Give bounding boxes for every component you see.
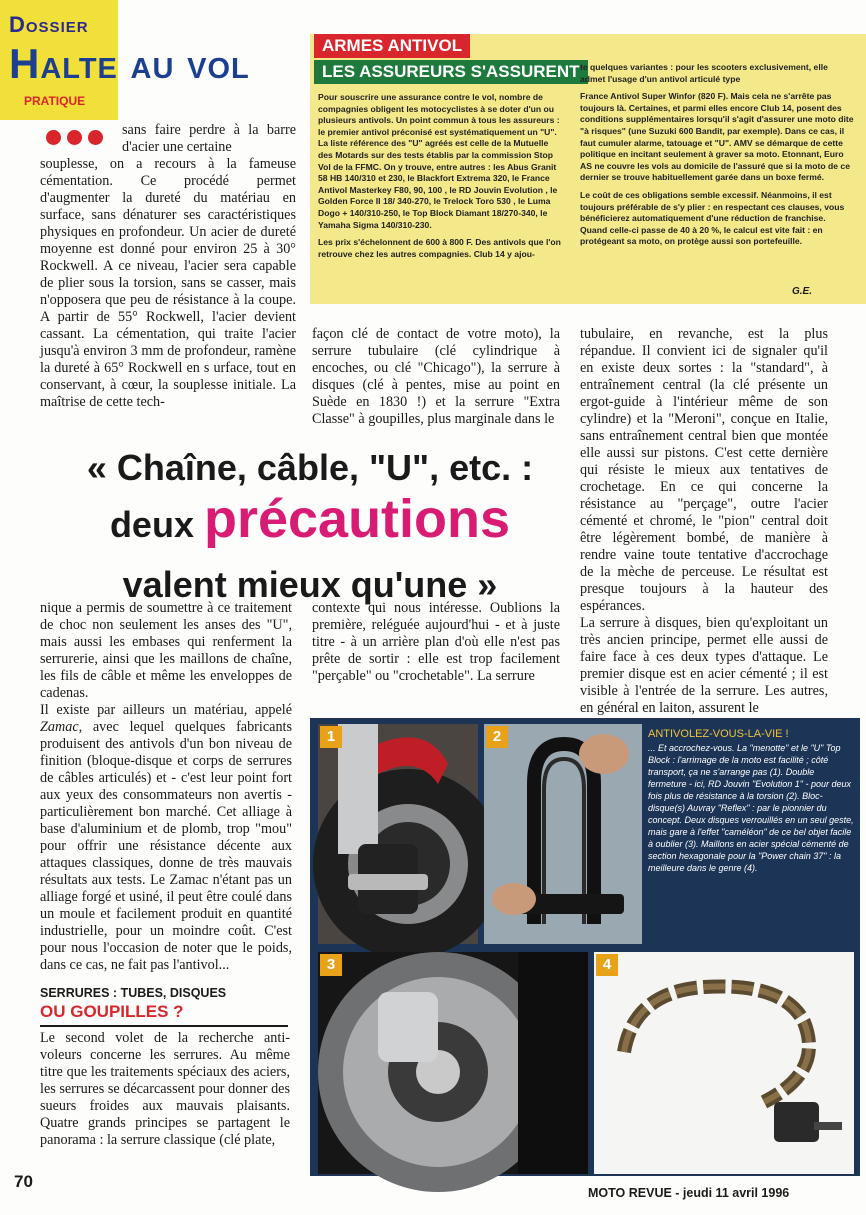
col1-sub-text: Le second volet de la recherche anti-voleurs concerne les serrures. Au même titre que les traitements spéciaux des aciers, les serrures se décarcassent pour donner des sueurs froides aux mauvais plaisants. Quatre grands principes se partagent le panorama : la serrure classique (clé plate,	[40, 1030, 290, 1148]
col2-top-text: façon clé de contact de votre moto), la serrure tubulaire (clé cylindrique à encoches, ou clé "Chicago"), la serrure à disques (clé à pentes, mise au point en Suède en 1830 !) et la serrure "Extra Classe" à goupilles, plus marginale dans le	[312, 326, 560, 427]
photo-4-chain	[594, 952, 854, 1174]
sidebar-col1-p2: Les prix s'échelonnent de 600 à 800 F. Des antivols que l'on retrouve chez les autres compagnies. Club 14 y ajou-	[318, 237, 561, 259]
lead-bullets	[46, 130, 103, 150]
col3-text	[580, 326, 828, 716]
col1-bottom-text	[40, 600, 292, 982]
sidebar-kicker: ARMES ANTIVOL	[314, 34, 470, 58]
photo-3-disc-lock	[318, 952, 588, 1174]
photo-num-4: 4	[596, 954, 618, 976]
col1-bottom-p2	[40, 702, 292, 974]
page-title: Halte au vol	[9, 40, 250, 87]
page-number: 70	[14, 1172, 33, 1191]
photo-2-u-lock	[484, 724, 642, 944]
photo-1-menotte	[318, 724, 478, 944]
pullquote-line2-a: deux	[109, 504, 204, 545]
col3-p1: tubulaire, en revanche, est la plus répandue. Il convient ici de signaler qu'il en existe deux sortes : la "standard", à entraînement central (la clé présente un ergot-guide à l'intérieur même de son cylindre) et la "Meroni", conçue en Italie, sans entraînement central bien que montée elle aussi sur pistons. C'est cette dernière qui résiste le mieux aux tentatives de crochetage. En ce qui concerne la résistance au "perçage", outre l'acier cémenté et chromé, le "pion" central doit être légèrement bombé, de manière à rendre vaine toute tentative d'accrochage de la mèche de perceuse. Le résultat est presque toujours à la hauteur des espérances.	[580, 326, 828, 614]
pullquote-highlight: précautions	[203, 489, 511, 549]
sidebar-col2-p1: te quelques variantes : pour les scooters exclusivement, elle admet l'usage d'un antivol articulé type	[580, 62, 828, 84]
photo-caption	[648, 728, 854, 874]
subhead-rule	[40, 1025, 288, 1027]
col1-top-lead: sans faire perdre à la barre d'acier une certaine	[122, 122, 296, 155]
photo-num-1: 1	[320, 726, 342, 748]
col1-bottom-p2-b: , avec lequel quelques fabricants produisent des antivols d'un bon niveau de finition (bloque-disque et corps de serrures de câbles articulés) et - c'est leur point fort aux yeux des consommateurs non avertis - particulièrement bon marché. Cet alliage à base d'aluminium et de plomb, trop "mou" pour offrir une résistance décente aux attaques classiques, donne de très mauvais résultats aux tests. Le Zamac n'étant pas un alliage forgé et usiné, il peut être coulé dans un moule et facilement produit en quantité industrielle, pour un moindre coût. C'est pour nous l'occasion de noter que le poids, dans ce cas, ne fait pas l'antivol...	[40, 719, 292, 973]
pullquote-line2	[40, 490, 580, 562]
footer-magazine: MOTO REVUE - jeudi 11 avril 1996	[588, 1186, 790, 1200]
photo-num-3: 3	[320, 954, 342, 976]
col2-bottom-text: contexte qui nous intéresse. Oublions la première, reléguée aujourd'hui - et à juste titre - à un arrière plan d'où elle n'est pas prête de sortir : elle est trop facilement "perçable" ou "crochetable". La serrure	[312, 600, 560, 684]
col1-top-text: souplesse, on a recours à la fameuse cémentation. Ce procédé permet d'augmenter la dureté du matériau en surface, sans dénaturer ses caractéristiques physiques en profondeur. Un acier de dureté moyenne est donné pour environ 25 à 30° Rockwell. A ce niveau, l'acier sera capable de plier sous la torsion, sans se casser, mais n'opposera que peu de résistance à la coupe. A partir de 55° Rockwell, l'acier devient cassant. La cémentation, qui traite l'acier jusqu'à environ 3 mm de profondeur, ramène la dureté à 65° Rockwell en s urface, tout en conservant, à cœur, la souplesse initiale. La maîtrise de cette tech-	[40, 156, 296, 410]
sidebar-col2-p2: France Antivol Super Winfor (820 F). Mais cela ne s'arrête pas toujours là. Certaines, et parmi elles encore Club 14, posent des conditions supplémentaires lorsqu'il s'agit d'assurer une moto dite "à risques" (une Suzuki 600 Bandit, par exemple). Dans ce cas, il faut cumuler alarme, tatouage et "U". AMV se démarque de cette politique en incitant seulement à graver sa moto. Etonnant, Euro AS ne couvre les vols au domicile de l'assuré que si la moto de ce dernier se trouve habituellement garée dans un boxe fermé.	[580, 91, 854, 183]
photo-caption-text: ... Et accrochez-vous. La "menotte" et le "U" Top Block : l'arrimage de la moto est facilité ; côté transport, ça ne s'arrange pas (1). Double fermeture - ici, RD Jouvin "Evolution 1" - pour deux fois plus de résistance à la torsion (2). Bloc-disque(s) Auvray "Reflex" : par le pionnier du concept. Deux disques verrouillés en un seul geste, mais gare à l'effet "caméléon" de ce bel objet facile à oublier (3). Maillons en acier spécial cémenté de section hexagonale pour la "Power chain 37" : la meilleure dans le genre (4).	[648, 743, 854, 873]
col1-bottom-p1: nique a permis de soumettre à ce traitement de choc non seulement les anses des "U", mais aussi les embases qui renferment la serrurerie, ainsi que les maillons de chaîne, les fils de câble et même les enveloppes de cadenas.	[40, 600, 292, 701]
sidebar-col2-p3: Le coût de ces obligations semble excessif. Néanmoins, il est toujours préférable de s'y plier : en respectant ces clauses, vous bénéficierez automatiquement d'une réduction de franchise. Quand celle-ci passe de 40 à 20 %, le calcul est vite fait : en protégeant sa moto, on protège aussi son portefeuille.	[580, 189, 845, 247]
col3-p2: La serrure à disques, bien qu'exploitant un très ancien principe, permet elle aussi de faire face à ces deux types d'attaque. Le premier disque est en acier cémenté ; il est visible à l'entrée de la serrure. Les autres, en général en laiton, assurent le	[580, 615, 828, 716]
col1-bottom-p2-em: Zamac	[40, 719, 79, 735]
sidebar-col1	[318, 92, 562, 266]
sidebar-col2	[580, 62, 854, 254]
rubrique-label: PRATIQUE	[24, 94, 86, 108]
sidebar-col1-p1: Pour souscrire une assurance contre le vol, nombre de compagnies obligent les motocyclistes à se doter d'un ou plusieurs antivols. Un point commun à tous les assureurs : le premier antivol préconisé est systématiquement un "U". La liste référence des "U" agréés est celle de la Mutuelle des Motards sur des tests établis par la commission Stop Vol de la FFMC. On y trouve, entre autres : les Abus Granit 58 HB 140/310 et 230, le Blackfort Extrema 320, le France Antivol Masterkey F80, 90, 100 , le RD Jouvin Evolution , le Golden Force II 18/ 340-270, le Trelock Toro 530 , le Luma Dogo + 140/310-250, le Top Block Diamant 18/270-340, le Yamaha Sigma 140/310-230.	[318, 92, 560, 230]
pullquote	[40, 446, 580, 608]
subhead-kicker: SERRURES : TUBES, DISQUES	[40, 986, 227, 1000]
dossier-label: Dossier	[9, 12, 89, 37]
col1-bottom-p2-a: Il existe par ailleurs un matériau, appelé	[40, 702, 292, 718]
sidebar-title: LES ASSUREURS S'ASSURENT	[314, 60, 588, 84]
pullquote-line3: valent mieux qu'une »	[122, 564, 498, 605]
photo-caption-title: ANTIVOLEZ-VOUS-LA-VIE !	[648, 728, 789, 740]
sidebar-signature: G.E.	[792, 286, 813, 297]
photo-num-2: 2	[486, 726, 508, 748]
pullquote-line1: « Chaîne, câble, "U", etc. :	[86, 447, 534, 488]
subhead-title: OU GOUPILLES ?	[40, 1002, 184, 1021]
